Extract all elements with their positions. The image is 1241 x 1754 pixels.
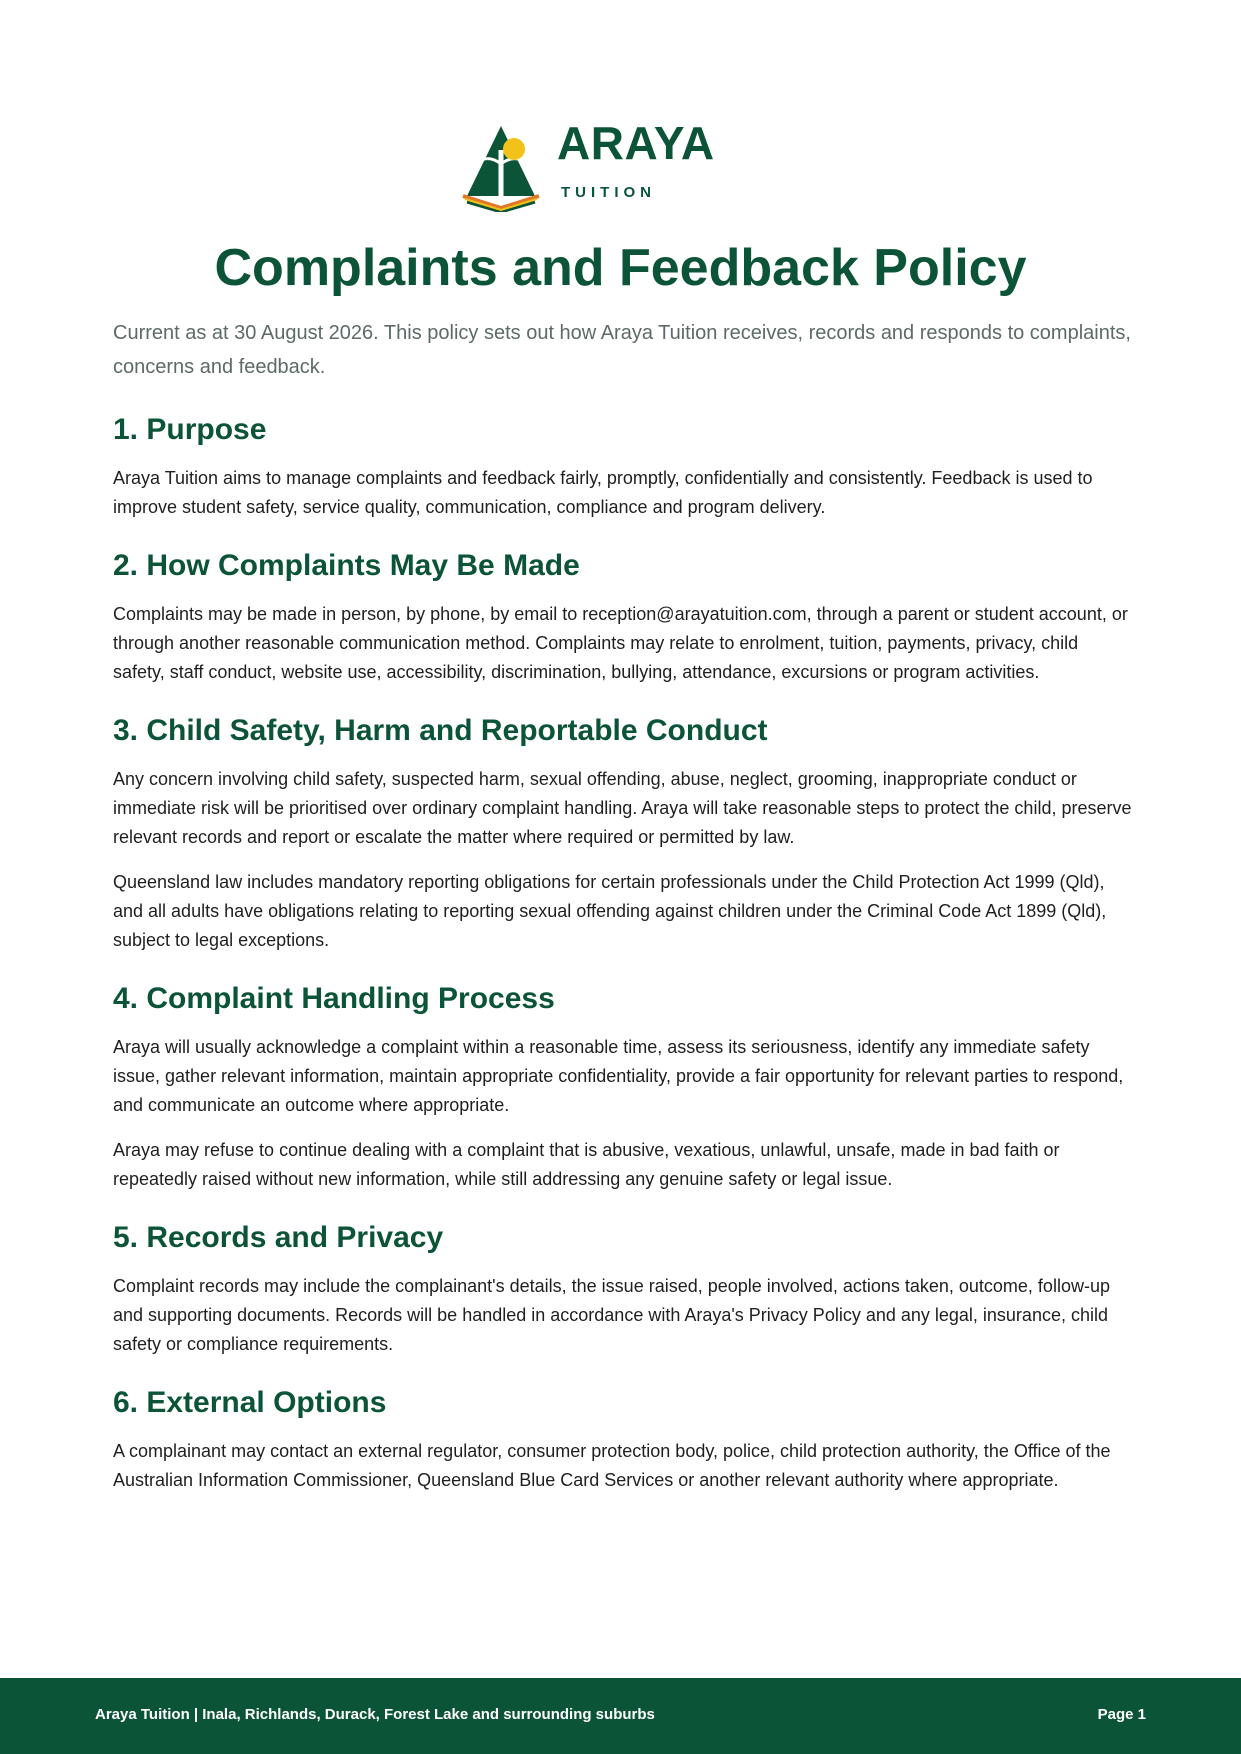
section-complaint-process (113, 981, 1133, 1194)
section-paragraph: Any concern involving child safety, suspected harm, sexual offending, abuse, neglect, grooming, inappropriate conduct or immediate risk will be prioritised over ordinary complaint handling. Araya will take reasonable steps to protect the child, preserve relevant records and report or escalate the matter where required or permitted by law. (113, 769, 1132, 847)
section-paragraph: Complaints may be made in person, by phone, by email to reception@arayatuition.com, through a parent or student account, or through another reasonable communication method. Complaints may relate to enrolment, tuition, payments, privacy, child safety, staff conduct, website use, accessibility, discrimination, bullying, attendance, excursions or program activities. (113, 604, 1128, 682)
section-how-complaints-made (113, 548, 1133, 687)
section-child-safety (113, 713, 1133, 955)
page-footer (0, 1678, 1241, 1754)
section-heading: 5. Records and Privacy (113, 1221, 444, 1254)
footer-page-number: Page 1 (1097, 1706, 1146, 1723)
section-heading: 6. External Options (113, 1386, 387, 1419)
section-heading: 1. Purpose (113, 413, 267, 446)
section-paragraph: Queensland law includes mandatory reporting obligations for certain professionals under the Child Protection Act 1999 (Qld), and all adults have obligations relating to reporting sexual offending against children under the Criminal Code Act 1899 (Qld), subject to legal exceptions. (113, 872, 1107, 950)
section-heading: 2. How Complaints May Be Made (113, 549, 580, 582)
section-heading: 3. Child Safety, Harm and Reportable Conduct (113, 714, 768, 747)
mountain-sun-logo-icon (461, 120, 541, 212)
page-title: Complaints and Feedback Policy (214, 239, 1027, 297)
section-external-options (113, 1385, 1133, 1495)
section-paragraph: Complaint records may include the complainant's details, the issue raised, people involved, actions taken, outcome, follow-up and supporting documents. Records will be handled in accordance with Araya's Privacy Policy and any legal, insurance, child safety or compliance requirements. (113, 1276, 1110, 1354)
intro-text: Current as at 30 August 2026. This policy sets out how Araya Tuition receives, records and responds to complaints, concerns and feedback. (113, 322, 1131, 378)
section-paragraph: Araya may refuse to continue dealing with a complaint that is abusive, vexatious, unlawful, unsafe, made in bad faith or repeatedly raised without new information, while still addressing any genuine safety or legal issue. (113, 1140, 1060, 1189)
section-paragraph: Araya Tuition aims to manage complaints and feedback fairly, promptly, confidentially and consistently. Feedback is used to improve student safety, service quality, communication, compliance and program delivery. (113, 468, 1093, 517)
section-paragraph: A complainant may contact an external regulator, consumer protection body, police, child protection authority, the Office of the Australian Information Commissioner, Queensland Blue Card Services or another relevant authority where appropriate. (113, 1441, 1111, 1490)
footer-business-info: Araya Tuition | Inala, Richlands, Durack, Forest Lake and surrounding suburbs (95, 1706, 655, 1723)
section-paragraph: Araya will usually acknowledge a complaint within a reasonable time, assess its seriousness, identify any immediate safety issue, gather relevant information, maintain appropriate confidentiality, provide a fair opportunity for relevant parties to respond, and communicate an outcome where appropriate. (113, 1037, 1124, 1115)
section-heading: 4. Complaint Handling Process (113, 982, 555, 1015)
section-records-privacy (113, 1220, 1133, 1359)
section-purpose (113, 412, 1133, 522)
logo-subtitle: TUITION (561, 184, 656, 201)
policy-content (113, 412, 1133, 1521)
logo-wordmark: ARAYA (557, 117, 715, 169)
araya-logo (461, 116, 721, 216)
